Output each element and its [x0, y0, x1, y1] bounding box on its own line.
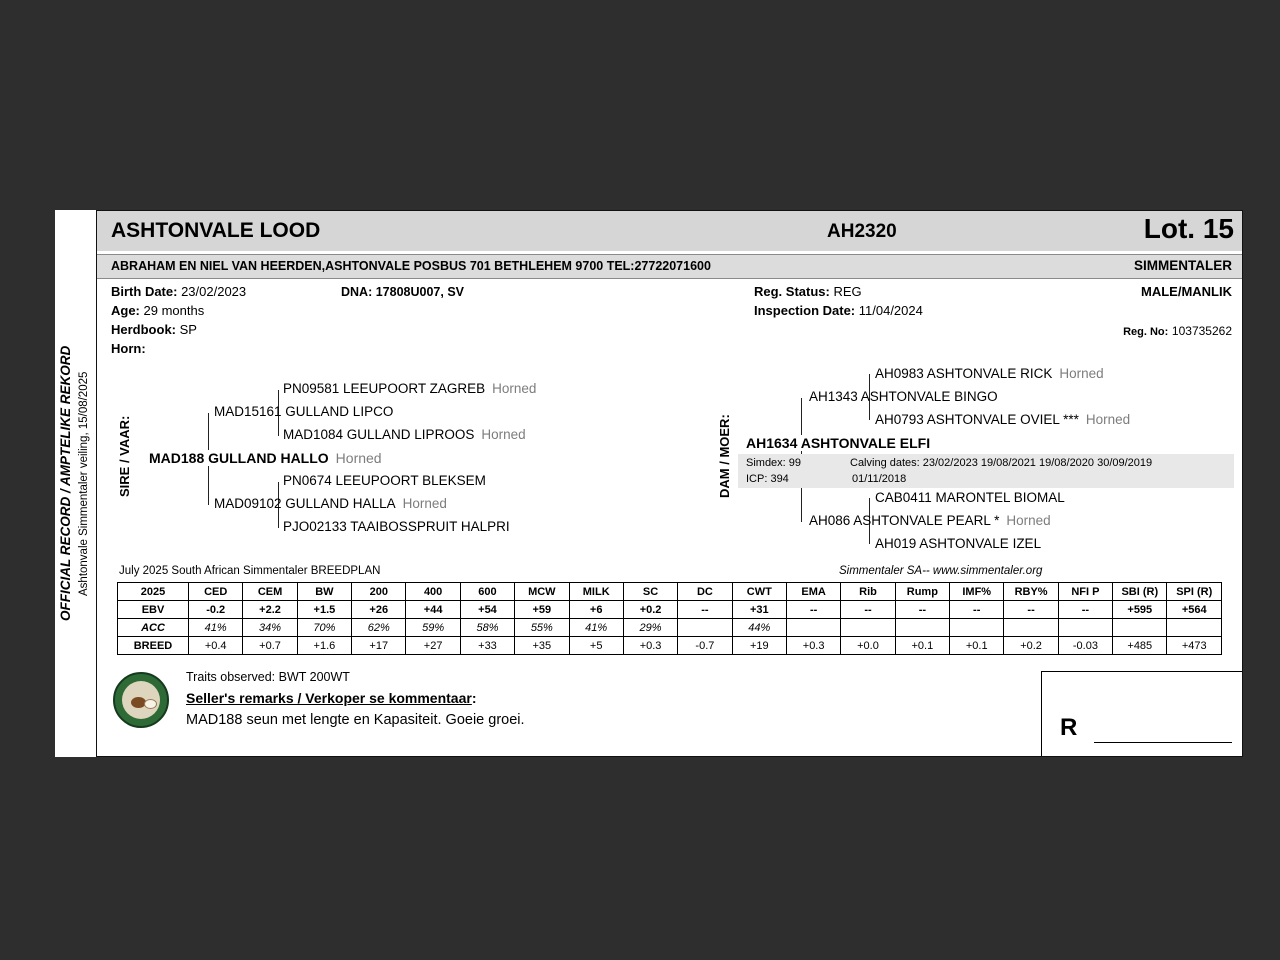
- breedplan-table: [117, 582, 1222, 655]
- breedplan-col-header: EMA: [786, 583, 840, 601]
- breedplan-source: Simmentaler SA-- www.simmentaler.org: [839, 565, 1043, 577]
- breedplan-cell: -0.03: [1058, 637, 1112, 655]
- breedplan-cell: +33: [460, 637, 514, 655]
- breedplan-cell: 70%: [297, 619, 351, 637]
- breedplan-cell: +19: [732, 637, 786, 655]
- breedplan-row-ebv: [118, 601, 1222, 619]
- breedplan-cell: 58%: [460, 619, 514, 637]
- sellers-remarks-heading: Seller's remarks / Verkoper se kommentaar:: [186, 690, 477, 706]
- dam-calving-dates-2: 01/11/2018: [852, 473, 907, 485]
- breedplan-cell: --: [1004, 601, 1058, 619]
- dam-calving-dates: Calving dates: 23/02/2023 19/08/2021 19/08/2020 30/09/2019: [850, 457, 1153, 469]
- sire-ggsire-1: PN09581 LEEUPOORT ZAGREB Horned: [283, 381, 537, 396]
- breedplan-cell: +35: [515, 637, 569, 655]
- breedplan-cell: [678, 619, 732, 637]
- dam-icp: ICP: 394: [746, 473, 789, 485]
- official-record-vertical-label: OFFICIAL RECORD / AMPTELIKE REKORD: [58, 345, 73, 622]
- breedplan-cell: 44%: [732, 619, 786, 637]
- currency-symbol: R: [1060, 714, 1078, 741]
- breedplan-col-header: 600: [460, 583, 514, 601]
- sex-label: MALE/MANLIK: [1141, 284, 1232, 299]
- breedplan-col-header: SBI (R): [1113, 583, 1167, 601]
- dam-simdex: Simdex: 99: [746, 457, 802, 469]
- animal-id: AH2320: [827, 221, 897, 242]
- breedplan-col-header: SC: [623, 583, 677, 601]
- breedplan-cell: 59%: [406, 619, 460, 637]
- breedplan-cell: 55%: [515, 619, 569, 637]
- breedplan-col-header: CED: [189, 583, 243, 601]
- breedplan-col-header: NFI P: [1058, 583, 1112, 601]
- herdbook: Herdbook: SP: [111, 322, 197, 337]
- breedplan-cell: +27: [406, 637, 460, 655]
- breedplan-cell: [1058, 619, 1112, 637]
- dam-ggsire-2: CAB0411 MARONTEL BIOMAL: [875, 490, 1065, 505]
- dam-name: AH1634 ASHTONVALE ELFI: [746, 435, 935, 451]
- breedplan-cell: +5: [569, 637, 623, 655]
- breedplan-cell: --: [841, 601, 895, 619]
- breedplan-cell: [1167, 619, 1222, 637]
- dam-granddam: AH086 ASHTONVALE PEARL * Horned: [809, 513, 1051, 528]
- breedplan-col-header: DC: [678, 583, 732, 601]
- age: Age: 29 months: [111, 303, 205, 318]
- breedplan-cell: +54: [460, 601, 514, 619]
- breedplan-cell: +0.1: [950, 637, 1004, 655]
- breedplan-cell: -0.2: [189, 601, 243, 619]
- breedplan-col-header: 2025: [118, 583, 189, 601]
- pedigree-certificate: [96, 210, 1243, 757]
- lot-number: Lot. 15: [1143, 213, 1234, 244]
- breed-name: SIMMENTALER: [1134, 258, 1232, 273]
- breedplan-cell: +17: [352, 637, 406, 655]
- breedplan-row-label: EBV: [118, 601, 189, 619]
- simmentaler-sa-logo: [113, 672, 169, 728]
- dam-grandsire: AH1343 ASHTONVALE BINGO: [809, 389, 998, 404]
- breedplan-cell: [1113, 619, 1167, 637]
- logo-inner-disc: [122, 681, 160, 719]
- breedplan-cell: +473: [1167, 637, 1222, 655]
- breedplan-cell: +2.2: [243, 601, 297, 619]
- animal-name: ASHTONVALE LOOD: [111, 219, 321, 242]
- breedplan-col-header: MCW: [515, 583, 569, 601]
- dna-info: DNA: 17808U007, SV: [341, 285, 464, 299]
- breedplan-cell: 34%: [243, 619, 297, 637]
- sire-ggdam-1: MAD1084 GULLAND LIPROOS Horned: [283, 427, 526, 442]
- reg-no: Reg. No: 103735262: [1123, 324, 1232, 338]
- breedplan-col-header: Rump: [895, 583, 949, 601]
- cow-head-icon: [144, 699, 157, 709]
- sire-side-label: SIRE / VAAR:: [117, 415, 132, 497]
- breedplan-header-row: [118, 583, 1222, 601]
- sire-grandsire: MAD15161 GULLAND LIPCO: [214, 404, 394, 419]
- breedplan-cell: +564: [1167, 601, 1222, 619]
- sire-ggdam-2: PJO02133 TAAIBOSSPRUIT HALPRI: [283, 519, 510, 534]
- breedplan-row-label: ACC: [118, 619, 189, 637]
- breedplan-cell: --: [1058, 601, 1112, 619]
- breedplan-cell: +0.4: [189, 637, 243, 655]
- breedplan-cell: [786, 619, 840, 637]
- breedplan-cell: +0.3: [623, 637, 677, 655]
- breedplan-cell: +1.6: [297, 637, 351, 655]
- reg-status: Reg. Status: REG: [754, 284, 862, 299]
- sire-ggsire-2: PN0674 LEEUPOORT BLEKSEM: [283, 473, 486, 488]
- breedplan-cell: [895, 619, 949, 637]
- breedplan-cell: --: [786, 601, 840, 619]
- breedplan-cell: +485: [1113, 637, 1167, 655]
- breedplan-cell: +0.2: [623, 601, 677, 619]
- breedplan-col-header: CEM: [243, 583, 297, 601]
- breedplan-cell: +1.5: [297, 601, 351, 619]
- sale-vertical-label: Ashtonvale Simmentaler veiling, 15/08/2025: [78, 371, 90, 596]
- traits-observed: Traits observed: BWT 200WT: [186, 670, 350, 684]
- breedplan-title: July 2025 South African Simmentaler BREEDPLAN: [119, 565, 381, 577]
- breedplan-cell: +0.7: [243, 637, 297, 655]
- breedplan-row-breed: [118, 637, 1222, 655]
- price-write-in-line: [1094, 742, 1232, 743]
- dam-ggdam-2: AH019 ASHTONVALE IZEL: [875, 536, 1042, 551]
- breedplan-col-header: 400: [406, 583, 460, 601]
- breedplan-cell: -0.7: [678, 637, 732, 655]
- breedplan-col-header: BW: [297, 583, 351, 601]
- dam-ggdam-1: AH0793 ASHTONVALE OVIEL *** Horned: [875, 412, 1131, 427]
- breedplan-col-header: SPI (R): [1167, 583, 1222, 601]
- breedplan-cell: +0.0: [841, 637, 895, 655]
- breedplan-cell: +26: [352, 601, 406, 619]
- owner-contact: ABRAHAM EN NIEL VAN HEERDEN,ASHTONVALE POSBUS 701 BETHLEHEM 9700 TEL:27722071600: [111, 259, 711, 273]
- breedplan-cell: +6: [569, 601, 623, 619]
- breedplan-cell: --: [895, 601, 949, 619]
- sellers-remarks-text: MAD188 seun met lengte en Kapasiteit. Goeie groei.: [186, 712, 525, 728]
- breedplan-cell: 29%: [623, 619, 677, 637]
- sire-name: MAD188 GULLAND HALLO Horned: [149, 450, 387, 466]
- breedplan-col-header: IMF%: [950, 583, 1004, 601]
- breedplan-cell: 41%: [189, 619, 243, 637]
- breedplan-cell: [950, 619, 1004, 637]
- breedplan-col-header: Rib: [841, 583, 895, 601]
- breedplan-cell: --: [950, 601, 1004, 619]
- breedplan-cell: [1004, 619, 1058, 637]
- dam-side-label: DAM / MOER:: [717, 414, 732, 498]
- breedplan-cell: +595: [1113, 601, 1167, 619]
- inspection-date: Inspection Date: 11/04/2024: [754, 303, 923, 318]
- breedplan-cell: --: [678, 601, 732, 619]
- sire-granddam: MAD09102 GULLAND HALLA Horned: [214, 496, 447, 511]
- breedplan-cell: 41%: [569, 619, 623, 637]
- breedplan-cell: +0.2: [1004, 637, 1058, 655]
- breedplan-cell: +31: [732, 601, 786, 619]
- dam-ggsire-1: AH0983 ASHTONVALE RICK Horned: [875, 366, 1104, 381]
- breedplan-row-acc: [118, 619, 1222, 637]
- price-box: [1041, 671, 1242, 756]
- dam-breeding-info: [738, 454, 1234, 488]
- breedplan-cell: +59: [515, 601, 569, 619]
- owner-bar: [97, 254, 1242, 279]
- catalog-page: [55, 210, 1243, 757]
- breedplan-col-header: RBY%: [1004, 583, 1058, 601]
- breedplan-cell: 62%: [352, 619, 406, 637]
- breedplan-row-label: BREED: [118, 637, 189, 655]
- breedplan-cell: +0.3: [786, 637, 840, 655]
- horn-label: Horn:: [111, 341, 146, 356]
- title-bar: [97, 211, 1242, 251]
- birth-date: Birth Date: 23/02/2023: [111, 284, 247, 299]
- breedplan-cell: +0.1: [895, 637, 949, 655]
- breedplan-cell: [841, 619, 895, 637]
- breedplan-col-header: MILK: [569, 583, 623, 601]
- breedplan-col-header: 200: [352, 583, 406, 601]
- breedplan-col-header: CWT: [732, 583, 786, 601]
- breedplan-cell: +44: [406, 601, 460, 619]
